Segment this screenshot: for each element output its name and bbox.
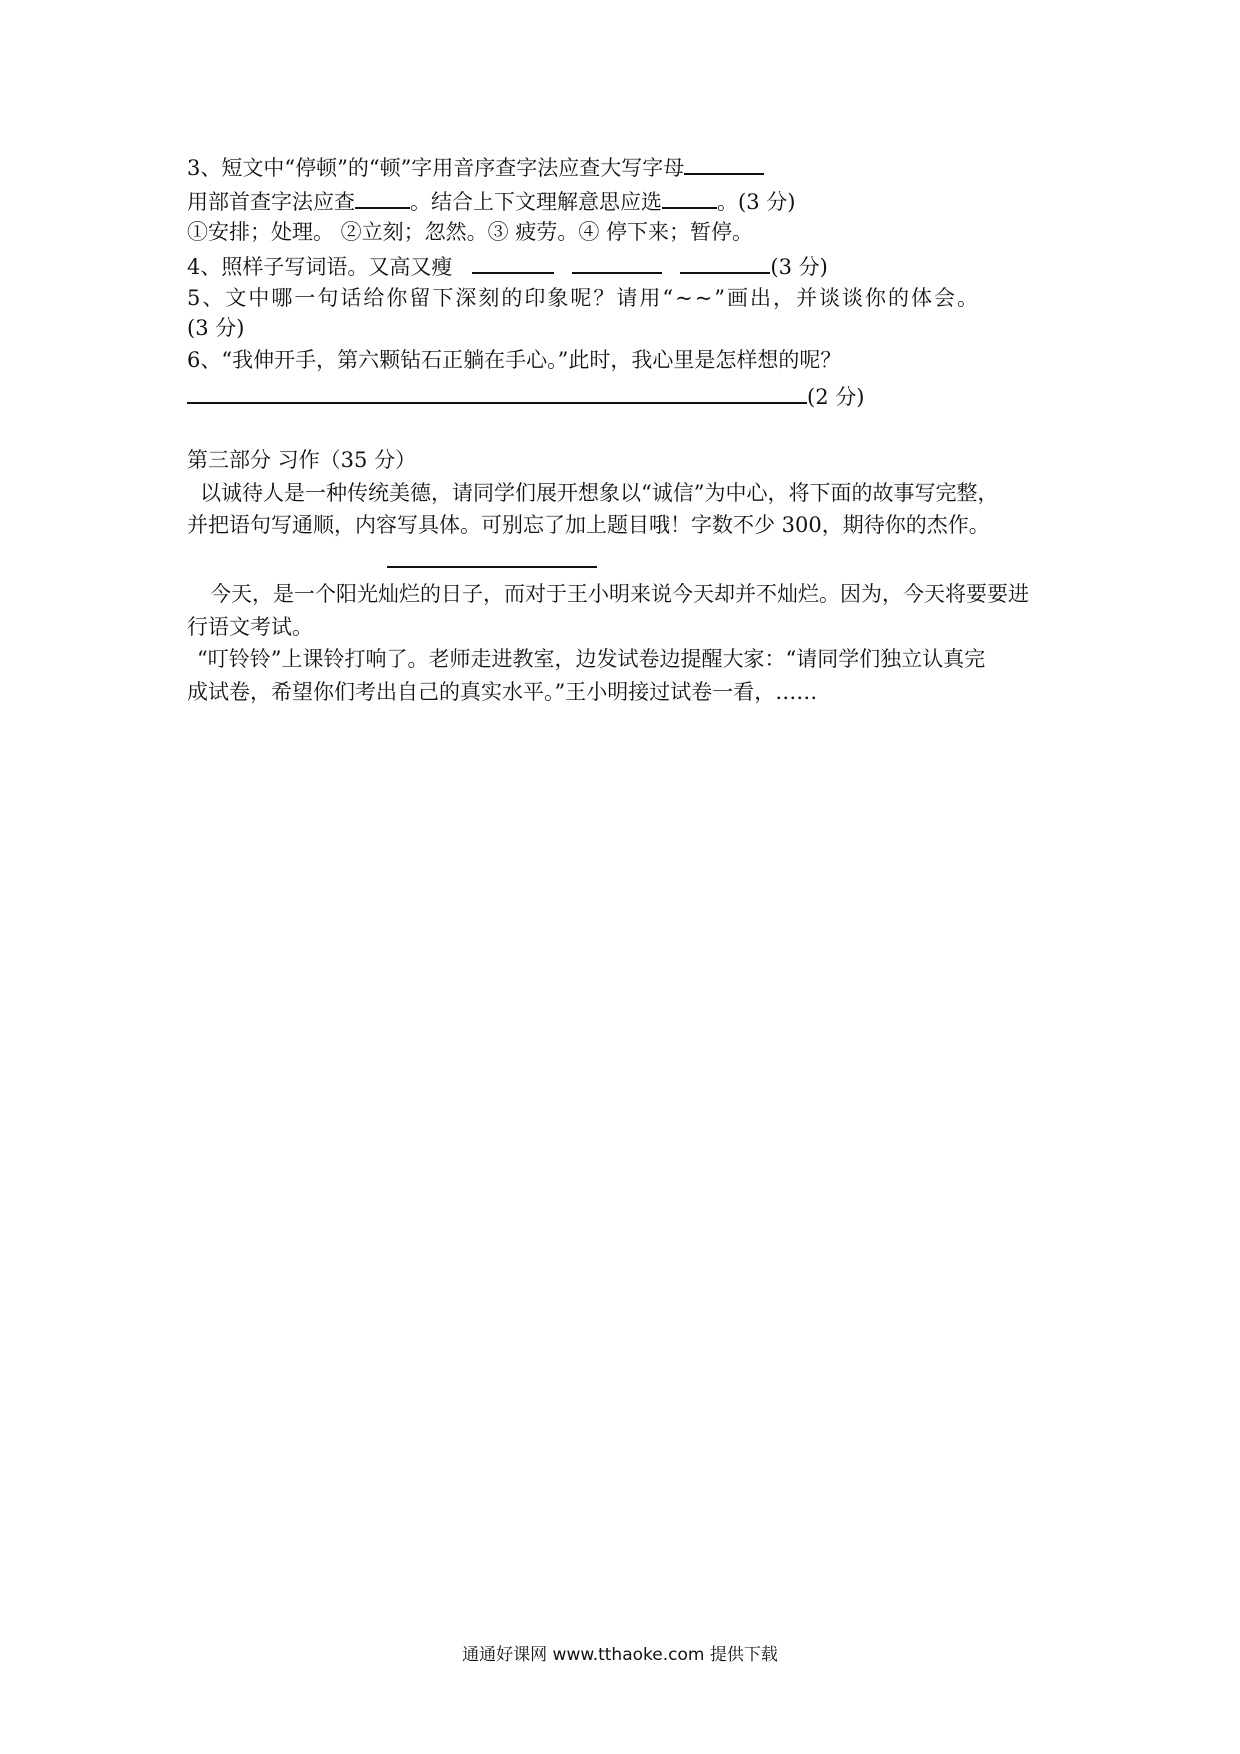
q4-blank-1[interactable] [472,254,554,274]
story-p2-line1: “叮铃铃”上课铃打响了。老师走进教室，边发试卷边提醒大家：“请同学们独立认真完 [197,647,986,671]
story-p2-line2: 成试卷，希望你们考出自己的真实水平。”王小明接过试卷一看，…… [187,680,818,704]
part3-intro-line1: 以诚待人是一种传统美德，请同学们展开想象以“诚信”为中心，将下面的故事写完整， [200,481,999,505]
q4-score: (3 分) [770,255,828,279]
q3-blank-letter[interactable] [684,155,764,175]
q5-line1: 5、文中哪一句话给你留下深刻的印象呢？请用“~~”画出，并谈谈你的体会。 [187,286,981,310]
q6-line2 [187,384,864,408]
part3-intro-line2: 并把语句写通顺，内容写具体。可别忘了加上题目哦！字数不少 300，期待你的杰作。 [187,513,990,537]
q6-line1: 6、“我伸开手，第六颗钻石正躺在手心。”此时，我心里是怎样想的呢？ [187,348,842,372]
q4-text: 4、照样子写词语。又高又瘦 [187,255,453,279]
q3-options: ①安排；处理。 ②立刻；忽然。③ 疲劳。④ 停下来；暂停。 [187,220,754,244]
q6-score: (2 分) [807,385,865,409]
page-footer: 通通好课网 www.tthaoke.com 提供下载 [462,1645,778,1665]
q3-blank-meaning[interactable] [662,189,717,209]
q3-line2-part-c: 。(3 分) [717,190,796,214]
q6-answer-blank[interactable] [187,384,807,404]
story-p1-line2: 行语文考试。 [187,615,313,639]
q3-line2 [187,189,795,213]
title-blank[interactable] [387,548,597,572]
q4-line [187,254,828,278]
q3-line2-part-a: 用部首查字法应查 [187,190,355,214]
q3-line1-text: 3、短文中“停顿”的“顿”字用音序查字法应查大写字母 [187,156,685,180]
part3-heading: 第三部分 习作（35 分） [187,448,417,472]
q4-blank-3[interactable] [680,254,770,274]
q3-line1 [187,155,764,179]
title-blank-line[interactable] [387,548,597,568]
q3-line2-part-b: 。结合上下文理解意思应选 [410,190,662,214]
q3-blank-radical[interactable] [355,189,410,209]
story-p1-line1: 今天，是一个阳光灿烂的日子，而对于王小明来说今天却并不灿烂。因为，今天将要要进 [210,582,1029,606]
q4-blank-2[interactable] [572,254,662,274]
q5-line2: (3 分) [187,316,245,340]
